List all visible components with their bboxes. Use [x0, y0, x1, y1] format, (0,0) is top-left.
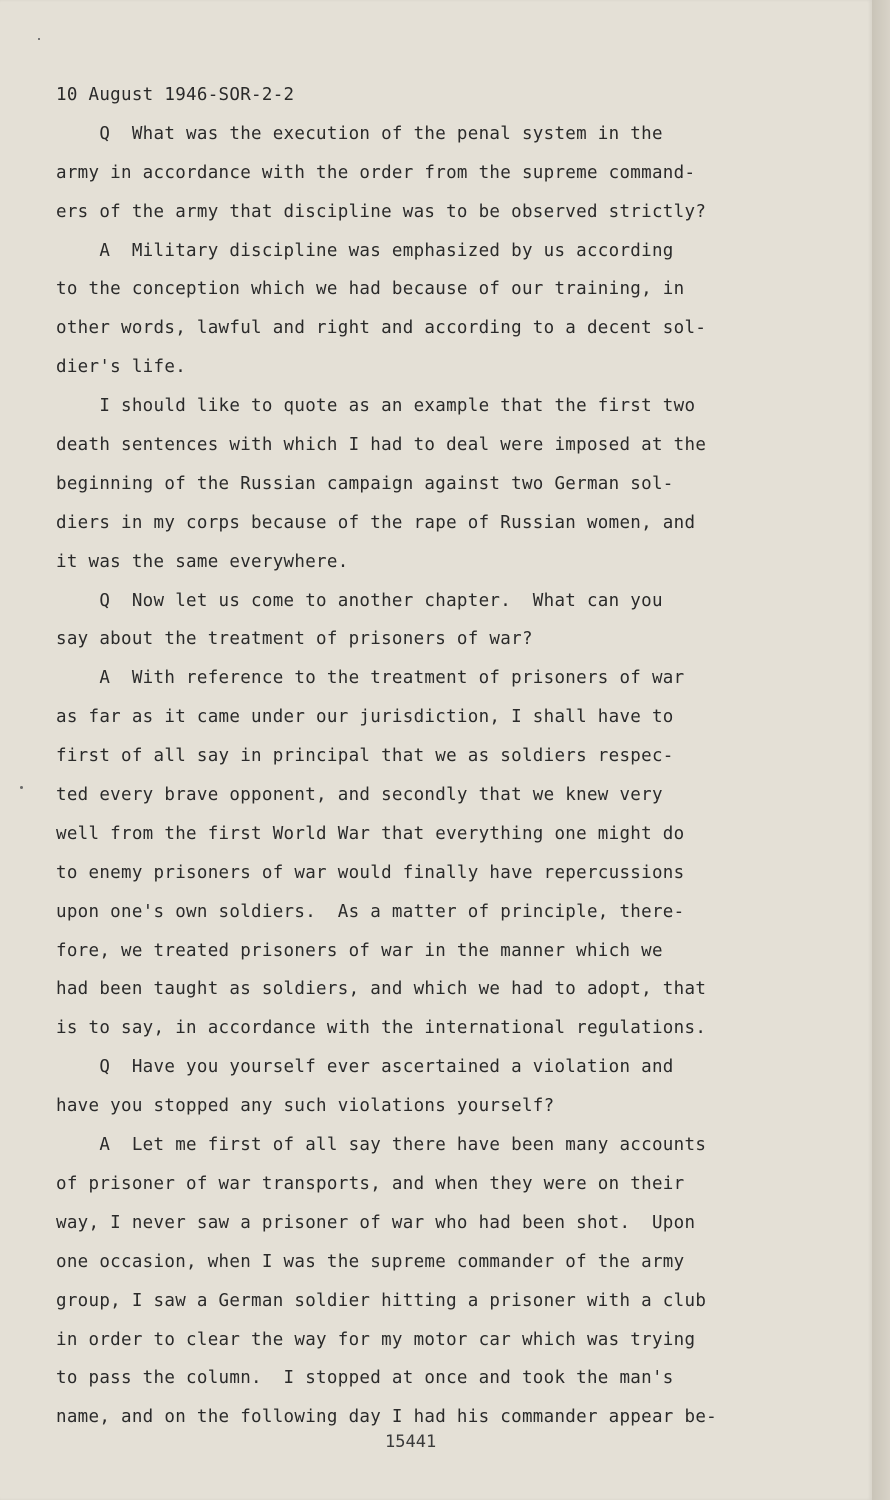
- text-line: ers of the army that discipline was to be observed strictly?: [56, 201, 707, 222]
- text-line: it was the same everywhere.: [56, 551, 349, 572]
- text-line: one occasion, when I was the supreme commander of the army: [56, 1251, 685, 1272]
- text-line: to the conception which we had because of our training, in: [56, 279, 685, 300]
- text-line: upon one's own soldiers. As a matter of principle, there-: [56, 901, 685, 922]
- margin-mark: [20, 786, 23, 789]
- text-line: of prisoner of war transports, and when they were on their: [56, 1173, 685, 1194]
- transcript-body: [56, 76, 776, 1437]
- text-line: to pass the column. I stopped at once and took the man's: [56, 1368, 674, 1389]
- text-line: diers in my corps because of the rape of Russian women, and: [56, 512, 696, 533]
- text-line: Q What was the execution of the penal system in the: [56, 123, 663, 144]
- text-line: Q Have you yourself ever ascertained a violation and: [56, 1057, 674, 1078]
- text-line: beginning of the Russian campaign against two German sol-: [56, 473, 674, 494]
- text-line: Q Now let us come to another chapter. What can you: [56, 590, 663, 611]
- text-line: I should like to quote as an example that the first two: [56, 396, 696, 417]
- text-line: army in accordance with the order from the supreme command-: [56, 162, 696, 183]
- text-line: A Military discipline was emphasized by us according: [56, 240, 674, 261]
- text-line: is to say, in accordance with the international regulations.: [56, 1018, 707, 1039]
- text-line: death sentences with which I had to deal were imposed at the: [56, 435, 707, 456]
- corner-mark: [38, 38, 40, 40]
- text-line: as far as it came under our jurisdiction, I shall have to: [56, 707, 674, 728]
- text-line: A Let me first of all say there have been many accounts: [56, 1135, 707, 1156]
- document-header: 10 August 1946-SOR-2-2: [56, 85, 295, 105]
- text-line: ted every brave opponent, and secondly that we knew very: [56, 785, 663, 806]
- text-line: had been taught as soldiers, and which we had to adopt, that: [56, 979, 707, 1000]
- text-line: to enemy prisoners of war would finally have repercussions: [56, 862, 685, 883]
- text-line: fore, we treated prisoners of war in the manner which we: [56, 940, 663, 961]
- text-line: say about the treatment of prisoners of war?: [56, 629, 533, 650]
- text-line: dier's life.: [56, 357, 187, 378]
- text-line: have you stopped any such violations yourself?: [56, 1096, 555, 1117]
- text-line: first of all say in principal that we as soldiers respec-: [56, 746, 674, 767]
- text-line: A With reference to the treatment of prisoners of war: [56, 668, 685, 689]
- text-line: way, I never saw a prisoner of war who had been shot. Upon: [56, 1212, 696, 1233]
- page-number: 15441: [385, 1432, 437, 1452]
- text-line: other words, lawful and right and according to a decent sol-: [56, 318, 707, 339]
- text-line: name, and on the following day I had his commander appear be-: [56, 1407, 717, 1428]
- text-line: well from the first World War that everything one might do: [56, 823, 685, 844]
- text-line: group, I saw a German soldier hitting a prisoner with a club: [56, 1290, 707, 1311]
- page-edge: [872, 0, 890, 1500]
- text-line: in order to clear the way for my motor car which was trying: [56, 1329, 696, 1350]
